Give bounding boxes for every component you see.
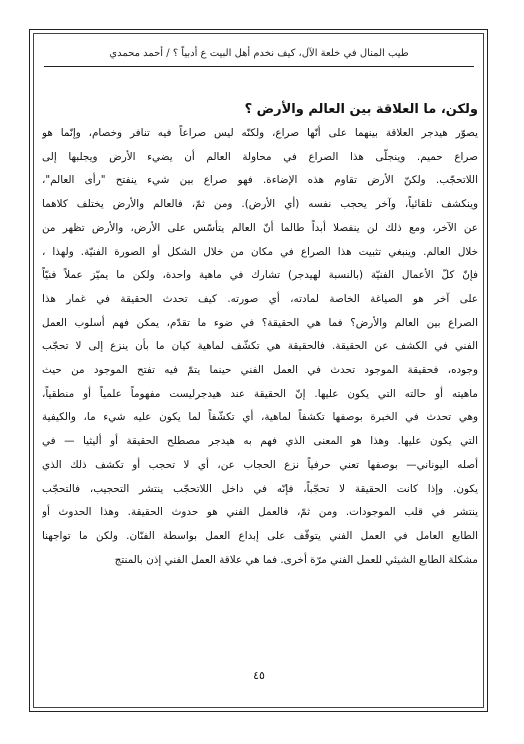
body-line-14: التي يكون عليها. وهذا هو المعنى الذي فهم به هيدجر مصطلح الحقيقة أو أليثيا — في xyxy=(42,435,478,448)
body-line-4: وينكشف تلقائياً، وآخر يحجب نفسه (أي الأرض). ومن ثمّ، فالعالم والأرض يختلف كلاهما xyxy=(42,198,478,211)
page-number: ٤٥ xyxy=(253,669,265,682)
body-line-9: الصراع بين العالم والأرض؟ فما هي الحقيقة؟ في ضوء ما تقدّم، يمكن فهم أسلوب العمل xyxy=(42,316,478,329)
body-line-19: مشكلة الطابع الشيئي للعمل الفني مرّة أخرى. فما هي علاقة العمل الفني إذن بالمنتج xyxy=(114,553,478,566)
body-line-1: يصوّر هيدجر العلاقة بينهما على أنّها صراع، ولكنّه ليس صراعاً فيه تنافر وخصام، وإنّما هو xyxy=(42,127,478,139)
body-line-6: خلال العالم. وينبغي تثبيت هذا الصراع في مكان من خلال الشكل أو الصورة الفنيّة. ولهذا ، xyxy=(42,245,478,258)
body-line-10: الفني في الكشف عن الحقيقة. فالحقيقة هي تكشّف لماهية كيان ما بأن ينزع إلى لا تحجّب xyxy=(42,340,478,353)
body-line-15: أصله اليوناني— بوصفها تعني حرفياً نزع الحجاب عن، أي لا تحجب أو تكشف ذلك الذي xyxy=(42,458,478,471)
body-line-11: وجوده، فحقيقة الموجود تحدث في العمل الفني حينما يتمّ فيه تفتح الموجود من حيث xyxy=(42,364,478,377)
body-line-12: ماهيته أو حالته التي يكون عليها. إنّ الحقيقة عند هيدجرليست مفهوماً علمياً أو منطقياً، xyxy=(42,387,478,400)
section-heading: ولكن، ما العلاقة بين العالم والأرض ؟ xyxy=(244,102,478,117)
body-line-18: الطابع العامل في العمل الفني يتوقّف على إبداع العمل بواسطة الفنّان. ولكن ما تواجهنا xyxy=(42,529,478,542)
body-line-3: اللاتحجّب. ولكنّ الأرض تقاوم هذه الإضاءة. فهو صراع بين شيء ينفتح "رأى العالم"، xyxy=(42,174,478,187)
body-line-8: على آخر هو الصياغة الخاصة لمادته، أي صورته. كيف تحدث الحقيقة في غمار هذا xyxy=(42,292,478,305)
body-line-16: يكون. وإذا كانت الحقيقة لا تحجّباً، فإنّه في داخل اللاتحجّب ينتشر التحجيب، فالتحجّب xyxy=(42,482,478,495)
running-header: طيب المنال في خلعة الآل، كيف نخدم أهل البيت ع أدبياً ؟ / أحمد محمدي xyxy=(109,48,409,59)
page-body xyxy=(42,100,478,572)
body-line-17: ينتشر في قلب الموجودات. ومن ثمّ، فالعمل الفني هو حدوث الحقيقة. وهذا الحدوث أو xyxy=(42,506,478,519)
body-line-13: وهي تحدث في الخبرة بوصفها تكشفاً لماهية، أي تكشّفاً لما يكون عليه شيء ما، والكيفية xyxy=(42,411,478,424)
header-divider xyxy=(44,66,474,67)
body-line-5: عن الآخر، ومع ذلك لن ينفصلا أبداً طالما أنّ العالم يتأسّس على الأرض، والأرض تظهر من xyxy=(42,221,478,234)
body-line-7: فإنّ كلّ الأعمال الفنيّة (بالنسبة لهيدجر) تشارك في ماهية واحدة، ولكن ما يميّز عملاً فنيّاً xyxy=(42,269,478,282)
body-line-2: صراع حميم. وينجلّى هذا الصراع في محاولة العالم أن يضيء الأرض ويجلبها إلى xyxy=(42,150,478,163)
